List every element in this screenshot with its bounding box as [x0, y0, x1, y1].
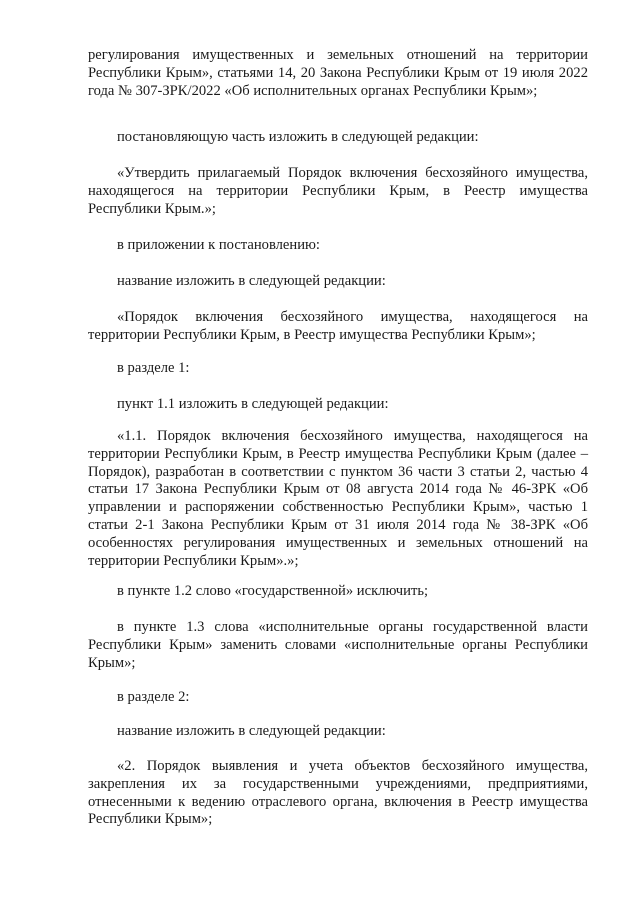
paragraph-new-title: «Порядок включения бесхозяйного имущества, находящегося на территории Республики Крым, в Реестр имущества Республики Крым»; — [88, 309, 588, 343]
paragraph-clause-1-2-change: в пункте 1.2 слово «государственной» исключить; — [117, 583, 429, 599]
paragraph-appendix-heading: в приложении к постановлению: — [117, 237, 320, 253]
paragraph-section-2-title-instruction: название изложить в следующей редакции: — [117, 723, 386, 739]
paragraph-clause-1-3-change: в пункте 1.3 слова «исполнительные органы государственной власти Республики Крым» заменить словами «исполнительные органы Республики Крым»; — [88, 619, 588, 671]
paragraph-section-2: в разделе 2: — [117, 689, 190, 705]
paragraph-legal-basis-continuation: регулирования имущественных и земельных отношений на территории Республики Крым», статьями 14, 20 Закона Республики Крым от 19 июля 2022 года № 307-ЗРК/2022 «Об исполнительных органах Республики Крым»; — [88, 47, 588, 99]
paragraph-clause-1-1-text: «1.1. Порядок включения бесхозяйного имущества, находящегося на территории Республики Крым, в Реестр имущества Республики Крым (далее – Порядок), разработан в соответствии с пунктом 36 части 3 статьи 2, частью 4 статьи 17 Закона Республики Крым от 08 августа 2014 года № 46-ЗРК «Об управлении и распоряжении собственностью Республики Крым», частью 1 статьи 2-1 Закона Республики Крым от 31 июля 2014 года № 38-ЗРК «Об особенностях регулирования имущественных и земельных отношений на территории Республики Крым».»; — [88, 428, 588, 569]
paragraph-title-instruction: название изложить в следующей редакции: — [117, 273, 386, 289]
paragraph-operative-part-text: «Утвердить прилагаемый Порядок включения бесхозяйного имущества, находящегося на территории Республики Крым, в Реестр имущества Республики Крым.»; — [88, 165, 588, 217]
paragraph-section-2-new-title: «2. Порядок выявления и учета объектов бесхозяйного имущества, закрепления их за государственными учреждениями, предприятиями, отнесенными к ведению отраслевого органа, включения в Реестр имущества Республики Крым»; — [88, 758, 588, 828]
paragraph-operative-part-instruction: постановляющую часть изложить в следующей редакции: — [117, 129, 479, 145]
paragraph-clause-1-1-instruction: пункт 1.1 изложить в следующей редакции: — [117, 396, 389, 412]
paragraph-section-1: в разделе 1: — [117, 360, 190, 376]
